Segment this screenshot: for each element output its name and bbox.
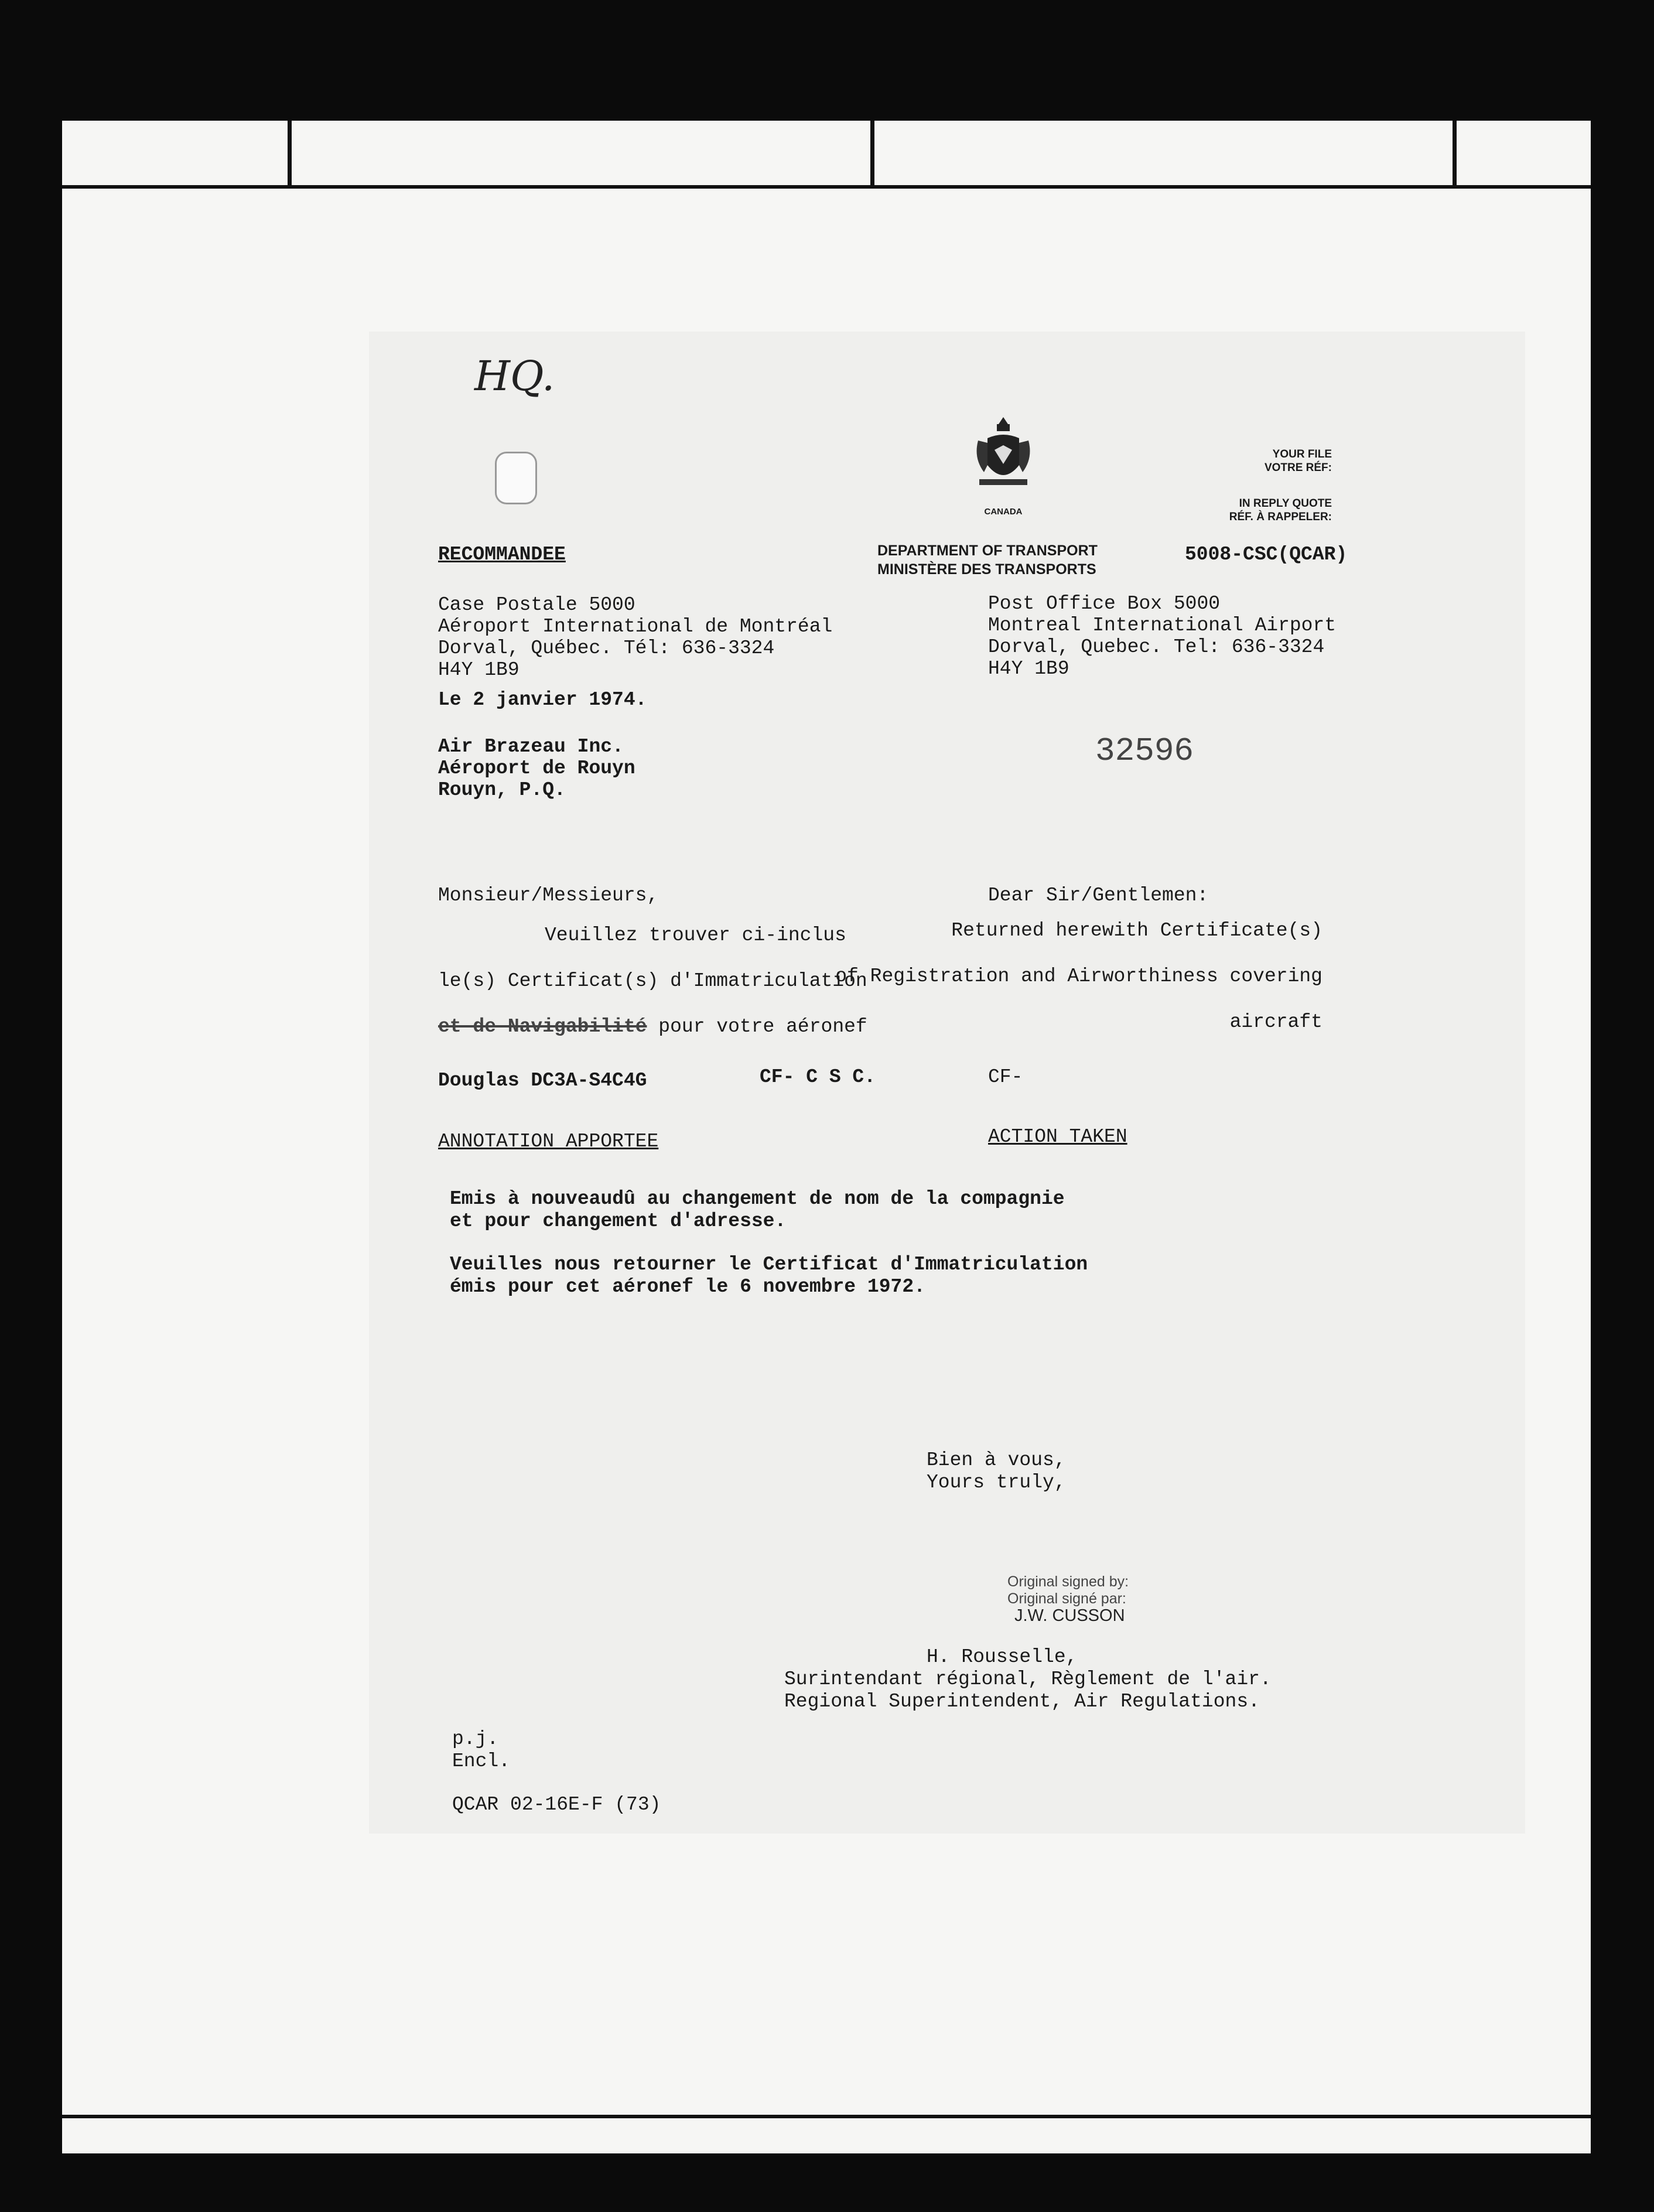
- address-fr-line: Case Postale 5000: [438, 594, 635, 616]
- address-en-line: Montreal International Airport: [988, 615, 1337, 636]
- body-fr-text: pour votre aéronef: [658, 1016, 867, 1037]
- your-file-fr: VOTRE RÉF:: [1264, 462, 1332, 474]
- annotation-line: et pour changement d'adresse.: [450, 1210, 787, 1232]
- aircraft-type: Douglas DC3A-S4C4G: [438, 1070, 647, 1091]
- address-fr-line: Aéroport International de Montréal: [438, 616, 833, 637]
- your-file-label: [1265, 448, 1332, 475]
- frame-divider: [288, 121, 292, 185]
- stamp-line-fr: Original signé par:: [1007, 1590, 1126, 1607]
- form-number: QCAR 02-16E-F (73): [452, 1794, 661, 1815]
- department-fr: MINISTÈRE DES TRANSPORTS: [877, 561, 1096, 578]
- body-fr-line: le(s) Certificat(s) d'Immatriculation: [438, 970, 867, 992]
- frame-divider: [870, 121, 874, 185]
- signatory-name: H. Rousselle,: [927, 1646, 1078, 1668]
- body-en-line: aircraft: [1229, 1011, 1322, 1033]
- annotation-label: ANNOTATION APPORTEE: [438, 1131, 659, 1152]
- annotation-line: Emis à nouveaudû au changement de nom de la compagnie: [450, 1188, 1065, 1210]
- address-en: [988, 593, 1336, 680]
- annotation-line: émis pour cet aéronef le 6 novembre 1972.: [450, 1276, 925, 1298]
- reply-quote-value: 5008-CSC(QCAR): [1185, 544, 1348, 565]
- enclosure-en: Encl.: [452, 1750, 511, 1772]
- body-fr-line: Veuillez trouver ci-inclus: [545, 924, 846, 946]
- address-fr-line: Dorval, Québec. Tél: 636-3324: [438, 637, 775, 659]
- recipient-line: Air Brazeau Inc.: [438, 736, 624, 757]
- signatory-title-fr: Surintendant régional, Règlement de l'air.: [784, 1668, 1272, 1690]
- address-en-line: H4Y 1B9: [988, 658, 1069, 680]
- reply-quote-en: IN REPLY QUOTE: [1239, 497, 1332, 510]
- address-fr-line: H4Y 1B9: [438, 659, 520, 681]
- closing-fr: Bien à vous,: [927, 1449, 1066, 1471]
- body-fr-line: [438, 1016, 867, 1037]
- registered-label: RECOMMANDEE: [438, 544, 566, 565]
- frame-top-band: [62, 121, 1591, 189]
- annotation-line: Veuilles nous retourner le Certificat d'Immatriculation: [450, 1254, 1088, 1275]
- department-en: DEPARTMENT OF TRANSPORT: [877, 542, 1098, 559]
- recipient-block: [438, 736, 635, 801]
- address-fr: [438, 594, 832, 681]
- reply-quote-fr: RÉF. À RAPPELER:: [1229, 511, 1332, 523]
- your-file-en: YOUR FILE: [1272, 448, 1332, 460]
- closing-en: Yours truly,: [927, 1472, 1066, 1493]
- enclosure-fr: p.j.: [452, 1728, 499, 1750]
- signatory-title-en: Regional Superintendent, Air Regulations.: [784, 1691, 1260, 1712]
- salutation-fr: Monsieur/Messieurs,: [438, 885, 659, 906]
- registration-en: CF-: [988, 1066, 1023, 1088]
- action-label: ACTION TAKEN: [988, 1126, 1127, 1148]
- recipient-line: Aéroport de Rouyn: [438, 757, 635, 779]
- signature-stamp: [1007, 1573, 1129, 1624]
- salutation-en: Dear Sir/Gentlemen:: [988, 885, 1209, 906]
- reply-quote-label: [1229, 497, 1332, 524]
- department-name: [877, 541, 1098, 579]
- registration-fr: CF- C S C.: [760, 1066, 876, 1088]
- frame-divider: [1453, 121, 1457, 185]
- handwritten-hq: HQ.: [474, 352, 555, 400]
- body-en-line: Returned herewith Certificate(s): [951, 920, 1322, 941]
- letter-page: [369, 332, 1525, 1834]
- letter-date: Le 2 janvier 1974.: [438, 689, 647, 711]
- stamp-signer: J.W. CUSSON: [1014, 1606, 1125, 1625]
- body-en-line: of Registration and Airworthiness covering: [835, 965, 1322, 987]
- address-en-line: Post Office Box 5000: [988, 593, 1221, 615]
- coat-of-arms-icon: [971, 415, 1036, 501]
- frame-bottom-band: [62, 2115, 1591, 2153]
- document-number: 32596: [1095, 732, 1194, 770]
- struck-text: et de Navigabilité: [438, 1016, 647, 1037]
- address-en-line: Dorval, Quebec. Tel: 636-3324: [988, 636, 1325, 658]
- punch-hole: [495, 452, 537, 504]
- crest: [971, 415, 1036, 517]
- stamp-line-en: Original signed by:: [1007, 1573, 1129, 1590]
- crest-country: CANADA: [984, 507, 1023, 517]
- recipient-line: Rouyn, P.Q.: [438, 779, 566, 801]
